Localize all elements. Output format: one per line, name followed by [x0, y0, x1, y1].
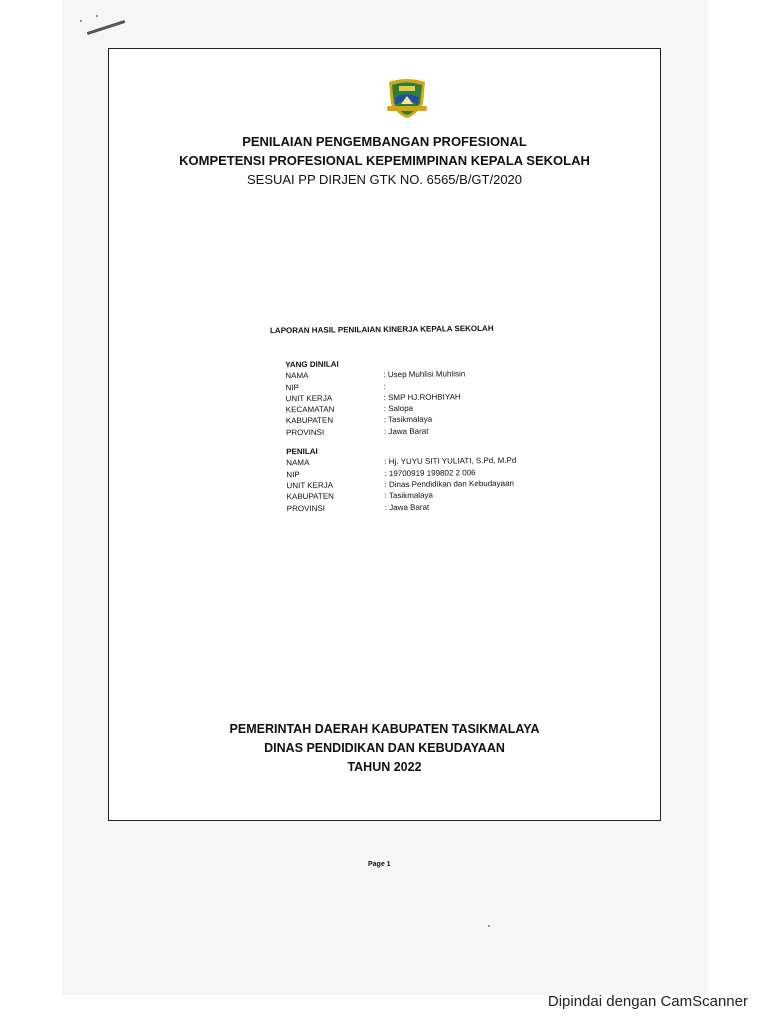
title-line-1: PENILAIAN PENGEMBANGAN PROFESIONAL [242, 134, 527, 149]
field-label: UNIT KERJA [286, 480, 334, 491]
field-label: UNIT KERJA [285, 393, 333, 404]
assessor-heading: PENILAI [286, 446, 318, 457]
field-value: : Dinas Pendidikan dan Kebudayaan [384, 478, 514, 491]
field-value [383, 381, 385, 392]
field-label: KABUPATEN [286, 491, 334, 502]
info-table [285, 357, 517, 514]
page-number: Page 1 [368, 861, 391, 868]
field-value: : Hj. YUYU SITI YULIATI, S.Pd, M.Pd [384, 455, 516, 468]
title-line-2: KOMPETENSI PROFESIONAL KEPEMIMPINAN KEPALA SEKOLAH [179, 153, 590, 168]
scan-speck [96, 15, 98, 17]
camscanner-watermark: Dipindai dengan CamScanner [547, 993, 748, 1010]
field-value: : Salopa [384, 403, 413, 415]
issuer-line-2: DINAS PENDIDIKAN DAN KEBUDAYAAN [264, 741, 505, 755]
issuer-line-3: TAHUN 2022 [347, 760, 422, 774]
field-value: : SMP HJ.ROHBIYAH [384, 391, 461, 403]
issuer-block [108, 720, 661, 777]
field-label: KABUPATEN [285, 416, 334, 426]
issuer-line-1: PEMERINTAH DAERAH KABUPATEN TASIKMALAYA [229, 722, 540, 736]
field-value: : Tasikmalaya [385, 490, 433, 502]
cover-title [108, 132, 661, 189]
field-label: NAMA [286, 458, 310, 468]
field-label: PROVINSI [286, 503, 326, 513]
field-value: : Usep Muhlisi Muhlisin [383, 369, 465, 381]
field-value: : 19700919 199802 2 006 [384, 467, 475, 479]
field-label: KECAMATAN [285, 404, 335, 415]
field-label: NIP [286, 469, 300, 479]
scan-speck [488, 925, 490, 927]
field-value: : Jawa Barat [384, 425, 429, 437]
field-value: : Tasikmalaya [384, 414, 432, 426]
report-title: LAPORAN HASIL PENILAIAN KINERJA KEPALA SEKOLAH [269, 323, 494, 336]
field-label: NIP [285, 382, 299, 392]
field-value: : Jawa Barat [385, 501, 430, 513]
assessed-heading: YANG DINILAI [285, 359, 339, 370]
info-row [287, 500, 517, 514]
field-label: PROVINSI [285, 427, 325, 437]
field-label: NAMA [285, 371, 309, 381]
title-line-3: SESUAI PP DIRJEN GTK NO. 6565/B/GT/2020 [246, 172, 523, 187]
scan-speck [80, 20, 82, 22]
kabupaten-crest-icon [385, 76, 429, 120]
